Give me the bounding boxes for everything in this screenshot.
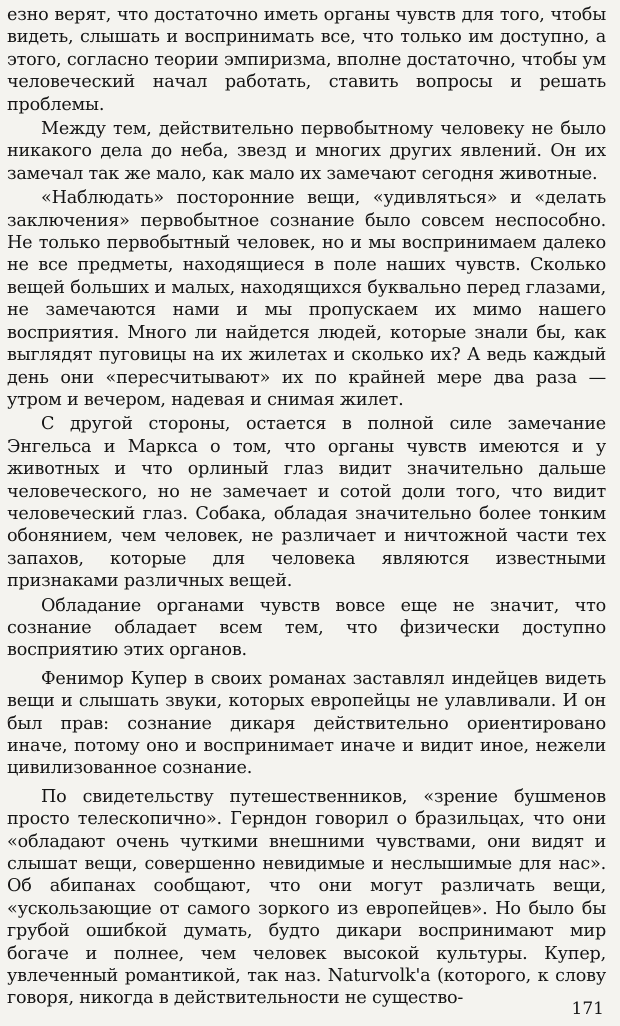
page-number: 171	[571, 999, 604, 1019]
paragraph: С другой стороны, остается в полной силе замечание Энгельса и Маркса о том, что органы чувств имеются и у животных и что орлиный глаз видит значительно дальше человеческого, но не замечает и сотой доли того, что видит человеческий глаз. Собака, обладая значительно более тонким обонянием, чем человек, не различает и ничтожной части тех запахов, которые для человека являются известными признаками различных вещей.	[7, 414, 606, 592]
paragraph: Фенимор Купер в своих романах заставлял индейцев видеть вещи и слышать звуки, которых европейцы не улавливали. И он был прав: сознание дикаря действительно ориентировано иначе, потому оно и воспринимает иначе и видит иное, нежели цивилизованное сознание.	[7, 668, 606, 779]
paragraph: «Наблюдать» посторонние вещи, «удивляться» и «делать заключения» первобытное сознание было совсем неспособно. Не только первобытный человек, но и мы воспринимаем далеко не все предметы, находящиеся в поле наших чувств. Сколько вещей больших и малых, находящихся буквально перед глазами, не замечаются нами и мы пропускаем их мимо нашего восприятия. Много ли найдется людей, которые знали бы, как выглядят пуговицы на их жилетах и сколько их? А ведь каждый день они «пересчитывают» их по крайней мере два раза — утром и вечером, надевая и снимая жилет.	[7, 188, 606, 410]
paragraph: Между тем, действительно первобытному человеку не было никакого дела до неба, звезд и многих других явлений. Он их замечал так же мало, как мало их замечают сегодня животные.	[7, 119, 606, 184]
paragraph: По свидетельству путешественников, «зрение бушменов просто телескопично». Герндон говорил о бразильцах, что они «обладают очень чуткими внешними чувствами, они видят и слышат вещи, совершенно невидимые и неслышимые для нас». Об абипанах сообщают, что они могут различать вещи, «ускользающие от самого зоркого из европейцев». Но было бы грубой ошибкой думать, будто дикари воспринимают мир богаче и полнее, чем человек высокой культуры. Купер, увлеченный романтикой, так наз. Naturvolk'a (которого, к слову говоря, никогда в действительности не существо-	[7, 786, 606, 1009]
paragraph-continued: езно верят, что достаточно иметь органы чувств для того, чтобы видеть, слышать и воспринимать все, что только им доступно, а этого, согласно теории эмпиризма, вполне достаточно, чтобы ум человеческий начал работать, ставить вопросы и решать проблемы.	[7, 5, 606, 115]
paragraph: Обладание органами чувств вовсе еще не значит, что сознание обладает всем тем, что физически доступно восприятию этих органов.	[7, 595, 606, 661]
